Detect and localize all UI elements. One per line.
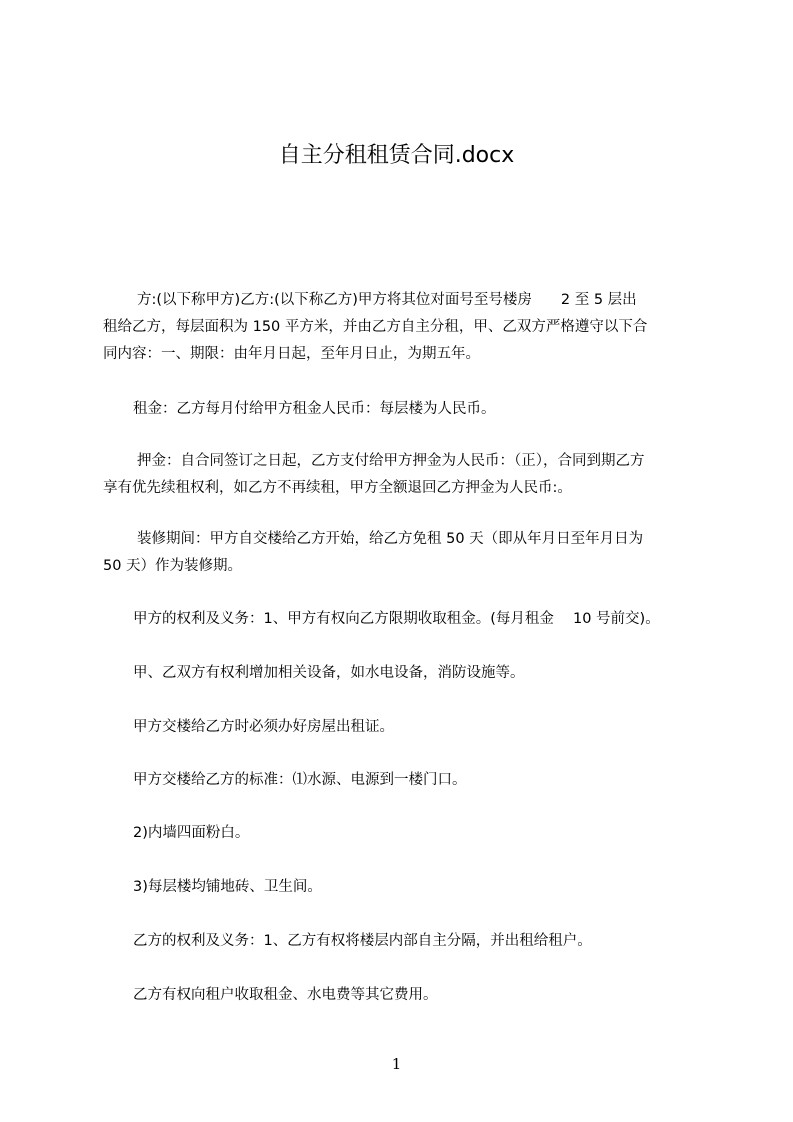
paragraph-party-b-rights: 乙方的权利及义务：1、乙方有权将楼层内部自主分隔，并出租给租户。 (133, 933, 592, 949)
paragraph-line: 50 天）作为装修期。 (103, 558, 243, 574)
paragraph-parties (103, 287, 700, 368)
paragraph-line: 租给乙方，每层面积为 150 平方米，并由乙方自主分租，甲、乙双方严格遵守以下合 (103, 319, 648, 335)
paragraph-line: 方:(以下称甲方)乙方:(以下称乙方)甲方将其位对面号至号楼房 2 至 5 层出 (137, 292, 637, 308)
paragraph-party-a-rights: 甲方的权利及义务：1、甲方有权向乙方限期收取租金。(每月租金 10 号前交)。 (133, 611, 660, 627)
paragraph-line: 押金：自合同签订之日起，乙方支付给甲方押金为人民币：（正），合同到期乙方 (137, 453, 645, 469)
paragraph-line: 装修期间：甲方自交楼给乙方开始，给乙方免租 50 天（即从年月日至年月日为 (137, 531, 644, 547)
paragraph-equipment: 甲、乙双方有权利增加相关设备，如水电设备，消防设施等。 (133, 665, 525, 681)
paragraph-rent: 租金：乙方每月付给甲方租金人民币：每层楼为人民币。 (133, 401, 496, 417)
document-title: 自主分租租赁合同.docx (278, 143, 515, 168)
paragraph-renovation (103, 526, 700, 580)
paragraph-rental-certificate: 甲方交楼给乙方时必须办好房屋出租证。 (133, 719, 394, 735)
paragraph-deposit (103, 448, 700, 502)
paragraph-floor-tiles: 3)每层楼均铺地砖、卫生间。 (133, 879, 322, 895)
page-number: 1 (391, 1055, 402, 1073)
paragraph-line: 同内容：一、期限：由年月日起，至年月日止，为期五年。 (103, 346, 480, 362)
paragraph-handover-standard: 甲方交楼给乙方的标准：⑴水源、电源到一楼门口。 (133, 772, 467, 788)
paragraph-party-b-fees: 乙方有权向租户收取租金、水电费等其它费用。 (133, 987, 438, 1003)
paragraph-line: 享有优先续租权利，如乙方不再续租，甲方全额退回乙方押金为人民币:。 (103, 480, 572, 496)
paragraph-wall-finish: 2)内墙四面粉白。 (133, 825, 250, 841)
